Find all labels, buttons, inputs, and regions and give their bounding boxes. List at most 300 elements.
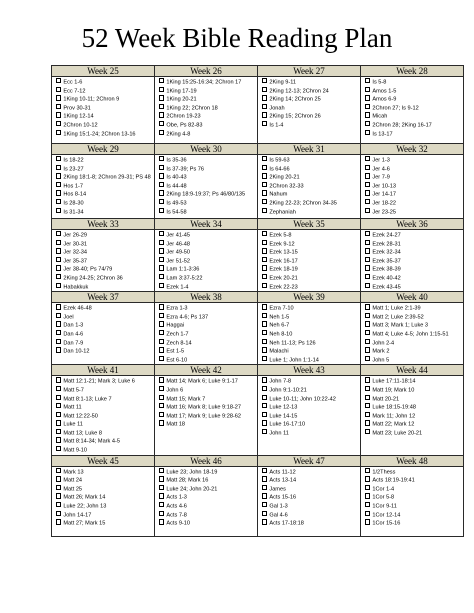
reading-label: Jer 51-52 — [166, 258, 191, 265]
checkbox-icon[interactable] — [262, 156, 267, 161]
checkbox-icon[interactable] — [56, 429, 61, 434]
reading-item — [365, 274, 462, 283]
reading-item — [262, 386, 359, 395]
reading-list — [361, 155, 463, 216]
week-header: Week 39 — [258, 292, 360, 303]
reading-label: Jer 38-40; Ps 74/79 — [63, 266, 113, 273]
checkbox-icon[interactable] — [365, 386, 370, 391]
reading-item — [159, 190, 256, 199]
checkbox-icon[interactable] — [262, 208, 267, 213]
checkbox-icon[interactable] — [262, 420, 267, 425]
reading-item — [262, 339, 359, 348]
checkbox-icon[interactable] — [262, 199, 267, 204]
reading-label: 1Cor 15-16 — [372, 520, 401, 527]
reading-item — [56, 156, 153, 165]
checkbox-icon[interactable] — [365, 403, 370, 408]
reading-label: Joel — [63, 314, 74, 321]
checkbox-icon[interactable] — [262, 78, 267, 83]
week-header: Week 47 — [258, 456, 360, 467]
checkbox-icon[interactable] — [159, 173, 164, 178]
reading-label: John 11 — [269, 430, 289, 437]
checkbox-icon[interactable] — [365, 199, 370, 204]
reading-label: 2King 18:1-8; 2Chron 29-31; PS 48 — [63, 174, 151, 181]
checkbox-icon[interactable] — [56, 403, 61, 408]
reading-label: 2King 22-23; 2Chron 34-35 — [269, 200, 337, 207]
checkbox-icon[interactable] — [159, 347, 164, 352]
checkbox-icon[interactable] — [262, 356, 267, 361]
reading-label: Haggai — [166, 322, 185, 329]
reading-item — [262, 502, 359, 511]
checkbox-icon[interactable] — [365, 377, 370, 382]
reading-list — [258, 155, 360, 216]
reading-item — [159, 265, 256, 274]
checkbox-icon[interactable] — [365, 511, 370, 516]
checkbox-icon[interactable] — [159, 420, 164, 425]
checkbox-icon[interactable] — [159, 476, 164, 481]
reading-item — [159, 476, 256, 485]
checkbox-icon[interactable] — [262, 87, 267, 92]
reading-label: Matt 3; Mark 1; Luke 3 — [372, 322, 429, 329]
reading-item — [159, 156, 256, 165]
checkbox-icon[interactable] — [365, 257, 370, 262]
checkbox-icon[interactable] — [159, 87, 164, 92]
reading-label: Ezek 32-34 — [372, 249, 401, 256]
checkbox-icon[interactable] — [262, 274, 267, 279]
checkbox-icon[interactable] — [365, 356, 370, 361]
checkbox-icon[interactable] — [56, 339, 61, 344]
reading-item — [56, 208, 153, 217]
checkbox-icon[interactable] — [159, 330, 164, 335]
reading-label: 1Cor 9-11 — [372, 503, 397, 510]
checkbox-icon[interactable] — [56, 265, 61, 270]
reading-item — [159, 121, 256, 130]
week-cell — [155, 144, 258, 219]
checkbox-icon[interactable] — [365, 112, 370, 117]
checkbox-icon[interactable] — [159, 304, 164, 309]
checkbox-icon[interactable] — [56, 274, 61, 279]
checkbox-icon[interactable] — [262, 330, 267, 335]
checkbox-icon[interactable] — [365, 412, 370, 417]
checkbox-icon[interactable] — [56, 321, 61, 326]
checkbox-icon[interactable] — [159, 104, 164, 109]
reading-item — [56, 274, 153, 283]
reading-label: Jer 46-48 — [166, 240, 191, 247]
checkbox-icon[interactable] — [262, 412, 267, 417]
reading-item — [365, 248, 462, 257]
checkbox-icon[interactable] — [56, 182, 61, 187]
checkbox-icon[interactable] — [365, 395, 370, 400]
checkbox-icon[interactable] — [56, 208, 61, 213]
reading-list — [361, 467, 463, 528]
checkbox-icon[interactable] — [56, 240, 61, 245]
checkbox-icon[interactable] — [159, 208, 164, 213]
checkbox-icon[interactable] — [56, 112, 61, 117]
checkbox-icon[interactable] — [56, 199, 61, 204]
checkbox-icon[interactable] — [365, 190, 370, 195]
checkbox-icon[interactable] — [365, 173, 370, 178]
reading-item — [159, 395, 256, 404]
checkbox-icon[interactable] — [56, 386, 61, 391]
checkbox-icon[interactable] — [159, 231, 164, 236]
checkbox-icon[interactable] — [262, 395, 267, 400]
reading-item — [159, 502, 256, 511]
reading-item — [159, 356, 256, 365]
reading-label: Matt 11 — [63, 404, 82, 411]
checkbox-icon[interactable] — [262, 182, 267, 187]
reading-item — [159, 173, 256, 182]
week-cell — [155, 455, 258, 536]
reading-item — [262, 395, 359, 404]
checkbox-icon[interactable] — [365, 502, 370, 507]
reading-item — [365, 156, 462, 165]
checkbox-icon[interactable] — [56, 511, 61, 516]
reading-label: Ezek 40-42 — [372, 275, 401, 282]
reading-item — [159, 339, 256, 348]
checkbox-icon[interactable] — [159, 321, 164, 326]
checkbox-icon[interactable] — [56, 347, 61, 352]
checkbox-icon[interactable] — [262, 403, 267, 408]
reading-item — [56, 321, 153, 330]
checkbox-icon[interactable] — [365, 313, 370, 318]
reading-item — [56, 403, 153, 412]
reading-item — [262, 304, 359, 313]
reading-label: Ezek 28-31 — [372, 240, 401, 247]
reading-item — [159, 511, 256, 520]
reading-item — [365, 78, 462, 87]
reading-label: Matt 26; Mark 14 — [63, 494, 106, 501]
week-header: Week 33 — [52, 219, 154, 230]
week-cell — [52, 365, 155, 455]
checkbox-icon[interactable] — [262, 485, 267, 490]
checkbox-icon[interactable] — [159, 95, 164, 100]
checkbox-icon[interactable] — [159, 511, 164, 516]
reading-item — [262, 493, 359, 502]
checkbox-icon[interactable] — [56, 173, 61, 178]
checkbox-icon[interactable] — [262, 377, 267, 382]
checkbox-icon[interactable] — [365, 165, 370, 170]
reading-label: Ecc 1-6 — [63, 79, 83, 86]
checkbox-icon[interactable] — [159, 395, 164, 400]
reading-item — [56, 468, 153, 477]
reading-item — [159, 257, 256, 266]
checkbox-icon[interactable] — [262, 231, 267, 236]
reading-item — [159, 274, 256, 283]
reading-label: Neh 11-13; Ps 126 — [269, 339, 316, 346]
reading-list — [52, 303, 154, 356]
checkbox-icon[interactable] — [365, 283, 370, 288]
reading-item — [56, 446, 153, 455]
reading-list — [52, 467, 154, 528]
reading-item — [159, 231, 256, 240]
checkbox-icon[interactable] — [262, 313, 267, 318]
checkbox-icon[interactable] — [56, 420, 61, 425]
reading-label: 2King 15; 2Chron 26 — [269, 113, 321, 120]
checkbox-icon[interactable] — [159, 283, 164, 288]
checkbox-icon[interactable] — [159, 265, 164, 270]
checkbox-icon[interactable] — [159, 190, 164, 195]
reading-label: Is 31-34 — [63, 208, 84, 215]
reading-item — [56, 199, 153, 208]
week-cell — [361, 365, 464, 455]
checkbox-icon[interactable] — [56, 257, 61, 262]
reading-item — [56, 112, 153, 121]
checkbox-icon[interactable] — [365, 476, 370, 481]
reading-label: Matt 8:14-34; Mark 4-5 — [63, 438, 120, 445]
checkbox-icon[interactable] — [262, 248, 267, 253]
checkbox-icon[interactable] — [56, 231, 61, 236]
reading-item — [56, 165, 153, 174]
checkbox-icon[interactable] — [56, 104, 61, 109]
checkbox-icon[interactable] — [262, 468, 267, 473]
reading-item — [56, 130, 153, 139]
checkbox-icon[interactable] — [365, 420, 370, 425]
checkbox-icon[interactable] — [56, 377, 61, 382]
reading-label: Mark 2 — [372, 348, 390, 355]
checkbox-icon[interactable] — [159, 519, 164, 524]
checkbox-icon[interactable] — [262, 304, 267, 309]
week-header: Week 30 — [155, 144, 257, 155]
checkbox-icon[interactable] — [262, 321, 267, 326]
checkbox-icon[interactable] — [262, 95, 267, 100]
week-header: Week 32 — [361, 144, 463, 155]
week-cell — [361, 144, 464, 219]
week-cell — [258, 455, 361, 536]
checkbox-icon[interactable] — [262, 265, 267, 270]
reading-label: Ezek 18-19 — [269, 266, 298, 273]
checkbox-icon[interactable] — [262, 429, 267, 434]
checkbox-icon[interactable] — [159, 130, 164, 135]
reading-list — [258, 467, 360, 528]
reading-item — [159, 330, 256, 339]
reading-item — [365, 347, 462, 356]
checkbox-icon[interactable] — [365, 121, 370, 126]
reading-item — [262, 190, 359, 199]
checkbox-icon[interactable] — [56, 156, 61, 161]
reading-item — [365, 403, 462, 412]
week-row — [52, 455, 464, 536]
reading-label: Acts 1-3 — [166, 494, 187, 501]
checkbox-icon[interactable] — [56, 190, 61, 195]
checkbox-icon[interactable] — [159, 356, 164, 361]
checkbox-icon[interactable] — [159, 493, 164, 498]
checkbox-icon[interactable] — [56, 313, 61, 318]
reading-label: Is 5-8 — [372, 79, 387, 86]
reading-label: Is 40-43 — [166, 174, 187, 181]
checkbox-icon[interactable] — [56, 330, 61, 335]
reading-label: Lam 1:1-3:36 — [166, 266, 200, 273]
checkbox-icon[interactable] — [159, 274, 164, 279]
checkbox-icon[interactable] — [159, 78, 164, 83]
checkbox-icon[interactable] — [56, 395, 61, 400]
checkbox-icon[interactable] — [56, 519, 61, 524]
reading-label: Jer 41-45 — [166, 232, 191, 239]
checkbox-icon[interactable] — [365, 208, 370, 213]
week-header: Week 26 — [155, 66, 257, 77]
checkbox-icon[interactable] — [159, 257, 164, 262]
week-header: Week 27 — [258, 66, 360, 77]
checkbox-icon[interactable] — [365, 468, 370, 473]
checkbox-icon[interactable] — [365, 130, 370, 135]
reading-label: 2King 12-13; 2Chron 24 — [269, 87, 329, 94]
checkbox-icon[interactable] — [365, 274, 370, 279]
week-cell — [361, 292, 464, 365]
checkbox-icon[interactable] — [56, 493, 61, 498]
checkbox-icon[interactable] — [262, 173, 267, 178]
reading-item — [159, 493, 256, 502]
week-header: Week 38 — [155, 292, 257, 303]
checkbox-icon[interactable] — [365, 339, 370, 344]
checkbox-icon[interactable] — [56, 248, 61, 253]
reading-list — [258, 77, 360, 130]
checkbox-icon[interactable] — [56, 437, 61, 442]
reading-label: Ezra 7-10 — [269, 305, 294, 312]
reading-item — [365, 257, 462, 266]
checkbox-icon[interactable] — [365, 321, 370, 326]
checkbox-icon[interactable] — [56, 78, 61, 83]
reading-label: Neh 1-5 — [269, 314, 290, 321]
checkbox-icon[interactable] — [159, 412, 164, 417]
checkbox-icon[interactable] — [365, 231, 370, 236]
checkbox-icon[interactable] — [262, 386, 267, 391]
checkbox-icon[interactable] — [159, 502, 164, 507]
checkbox-icon[interactable] — [56, 476, 61, 481]
checkbox-icon[interactable] — [56, 446, 61, 451]
reading-label: Ezek 46-48 — [63, 305, 92, 312]
checkbox-icon[interactable] — [159, 485, 164, 490]
reading-label: John 2-4 — [372, 339, 395, 346]
reading-item — [56, 511, 153, 520]
checkbox-icon[interactable] — [159, 313, 164, 318]
checkbox-icon[interactable] — [262, 519, 267, 524]
reading-label: Nahum — [269, 191, 288, 198]
checkbox-icon[interactable] — [159, 248, 164, 253]
checkbox-icon[interactable] — [262, 511, 267, 516]
checkbox-icon[interactable] — [365, 265, 370, 270]
checkbox-icon[interactable] — [159, 199, 164, 204]
reading-label: Matt 14; Mark 6; Luke 9:1-17 — [166, 378, 238, 385]
reading-label: Acts 11-12 — [269, 469, 296, 476]
checkbox-icon[interactable] — [365, 330, 370, 335]
reading-item — [56, 283, 153, 292]
checkbox-icon[interactable] — [159, 386, 164, 391]
checkbox-icon[interactable] — [262, 165, 267, 170]
reading-item — [262, 199, 359, 208]
checkbox-icon[interactable] — [365, 429, 370, 434]
checkbox-icon[interactable] — [365, 87, 370, 92]
checkbox-icon[interactable] — [365, 493, 370, 498]
checkbox-icon[interactable] — [56, 304, 61, 309]
checkbox-icon[interactable] — [262, 347, 267, 352]
checkbox-icon[interactable] — [365, 519, 370, 524]
checkbox-icon[interactable] — [262, 257, 267, 262]
reading-label: Is 13-17 — [372, 130, 393, 137]
reading-label: Luke 17:11-18:14 — [372, 378, 416, 385]
reading-item — [365, 182, 462, 191]
checkbox-icon[interactable] — [56, 121, 61, 126]
reading-item — [56, 339, 153, 348]
checkbox-icon[interactable] — [159, 112, 164, 117]
reading-label: Ezek 38-39 — [372, 266, 401, 273]
checkbox-icon[interactable] — [159, 121, 164, 126]
checkbox-icon[interactable] — [365, 304, 370, 309]
reading-label: Matt 28; Mark 16 — [166, 477, 209, 484]
checkbox-icon[interactable] — [262, 121, 267, 126]
checkbox-icon[interactable] — [365, 240, 370, 245]
checkbox-icon[interactable] — [365, 182, 370, 187]
reading-label: Jer 35-37 — [63, 258, 88, 265]
checkbox-icon[interactable] — [262, 339, 267, 344]
checkbox-icon[interactable] — [262, 112, 267, 117]
checkbox-icon[interactable] — [56, 502, 61, 507]
week-cell — [52, 66, 155, 144]
checkbox-icon[interactable] — [159, 165, 164, 170]
week-header: Week 41 — [52, 365, 154, 376]
checkbox-icon[interactable] — [262, 476, 267, 481]
checkbox-icon[interactable] — [262, 493, 267, 498]
checkbox-icon[interactable] — [365, 156, 370, 161]
reading-label: Luke 14-15 — [269, 413, 298, 420]
checkbox-icon[interactable] — [365, 485, 370, 490]
week-header: Week 46 — [155, 456, 257, 467]
checkbox-icon[interactable] — [159, 403, 164, 408]
reading-label: Is 64-66 — [269, 165, 290, 172]
checkbox-icon[interactable] — [262, 502, 267, 507]
reading-item — [159, 347, 256, 356]
reading-item — [365, 429, 462, 438]
reading-label: Jer 1-3 — [372, 157, 390, 164]
reading-label: Matt 4; Luke 4-5; John 1:15-51 — [372, 331, 449, 338]
checkbox-icon[interactable] — [262, 104, 267, 109]
checkbox-icon[interactable] — [56, 165, 61, 170]
checkbox-icon[interactable] — [365, 104, 370, 109]
reading-label: Is 59-63 — [269, 157, 290, 164]
checkbox-icon[interactable] — [159, 339, 164, 344]
reading-label: 2Chron 19-23 — [166, 113, 201, 120]
checkbox-icon[interactable] — [262, 240, 267, 245]
reading-label: 2King 20-21 — [269, 174, 300, 181]
checkbox-icon[interactable] — [56, 283, 61, 288]
reading-list — [155, 303, 257, 364]
checkbox-icon[interactable] — [159, 377, 164, 382]
reading-label: Malachi — [269, 348, 289, 355]
checkbox-icon[interactable] — [159, 182, 164, 187]
checkbox-icon[interactable] — [365, 95, 370, 100]
checkbox-icon[interactable] — [56, 412, 61, 417]
reading-label: Zephaniah — [269, 208, 296, 215]
checkbox-icon[interactable] — [365, 78, 370, 83]
checkbox-icon[interactable] — [159, 468, 164, 473]
week-header: Week 44 — [361, 365, 463, 376]
reading-label: Ezek 13-15 — [269, 249, 298, 256]
reading-item — [365, 468, 462, 477]
checkbox-icon[interactable] — [262, 190, 267, 195]
checkbox-icon[interactable] — [56, 95, 61, 100]
reading-item — [365, 476, 462, 485]
reading-label: Jer 7-9 — [372, 174, 390, 181]
checkbox-icon[interactable] — [365, 248, 370, 253]
checkbox-icon[interactable] — [56, 485, 61, 490]
checkbox-icon[interactable] — [262, 283, 267, 288]
checkbox-icon[interactable] — [56, 87, 61, 92]
checkbox-icon[interactable] — [159, 156, 164, 161]
reading-item — [56, 87, 153, 96]
reading-item — [56, 395, 153, 404]
checkbox-icon[interactable] — [56, 130, 61, 135]
checkbox-icon[interactable] — [159, 240, 164, 245]
checkbox-icon[interactable] — [56, 468, 61, 473]
reading-item — [56, 190, 153, 199]
checkbox-icon[interactable] — [365, 347, 370, 352]
